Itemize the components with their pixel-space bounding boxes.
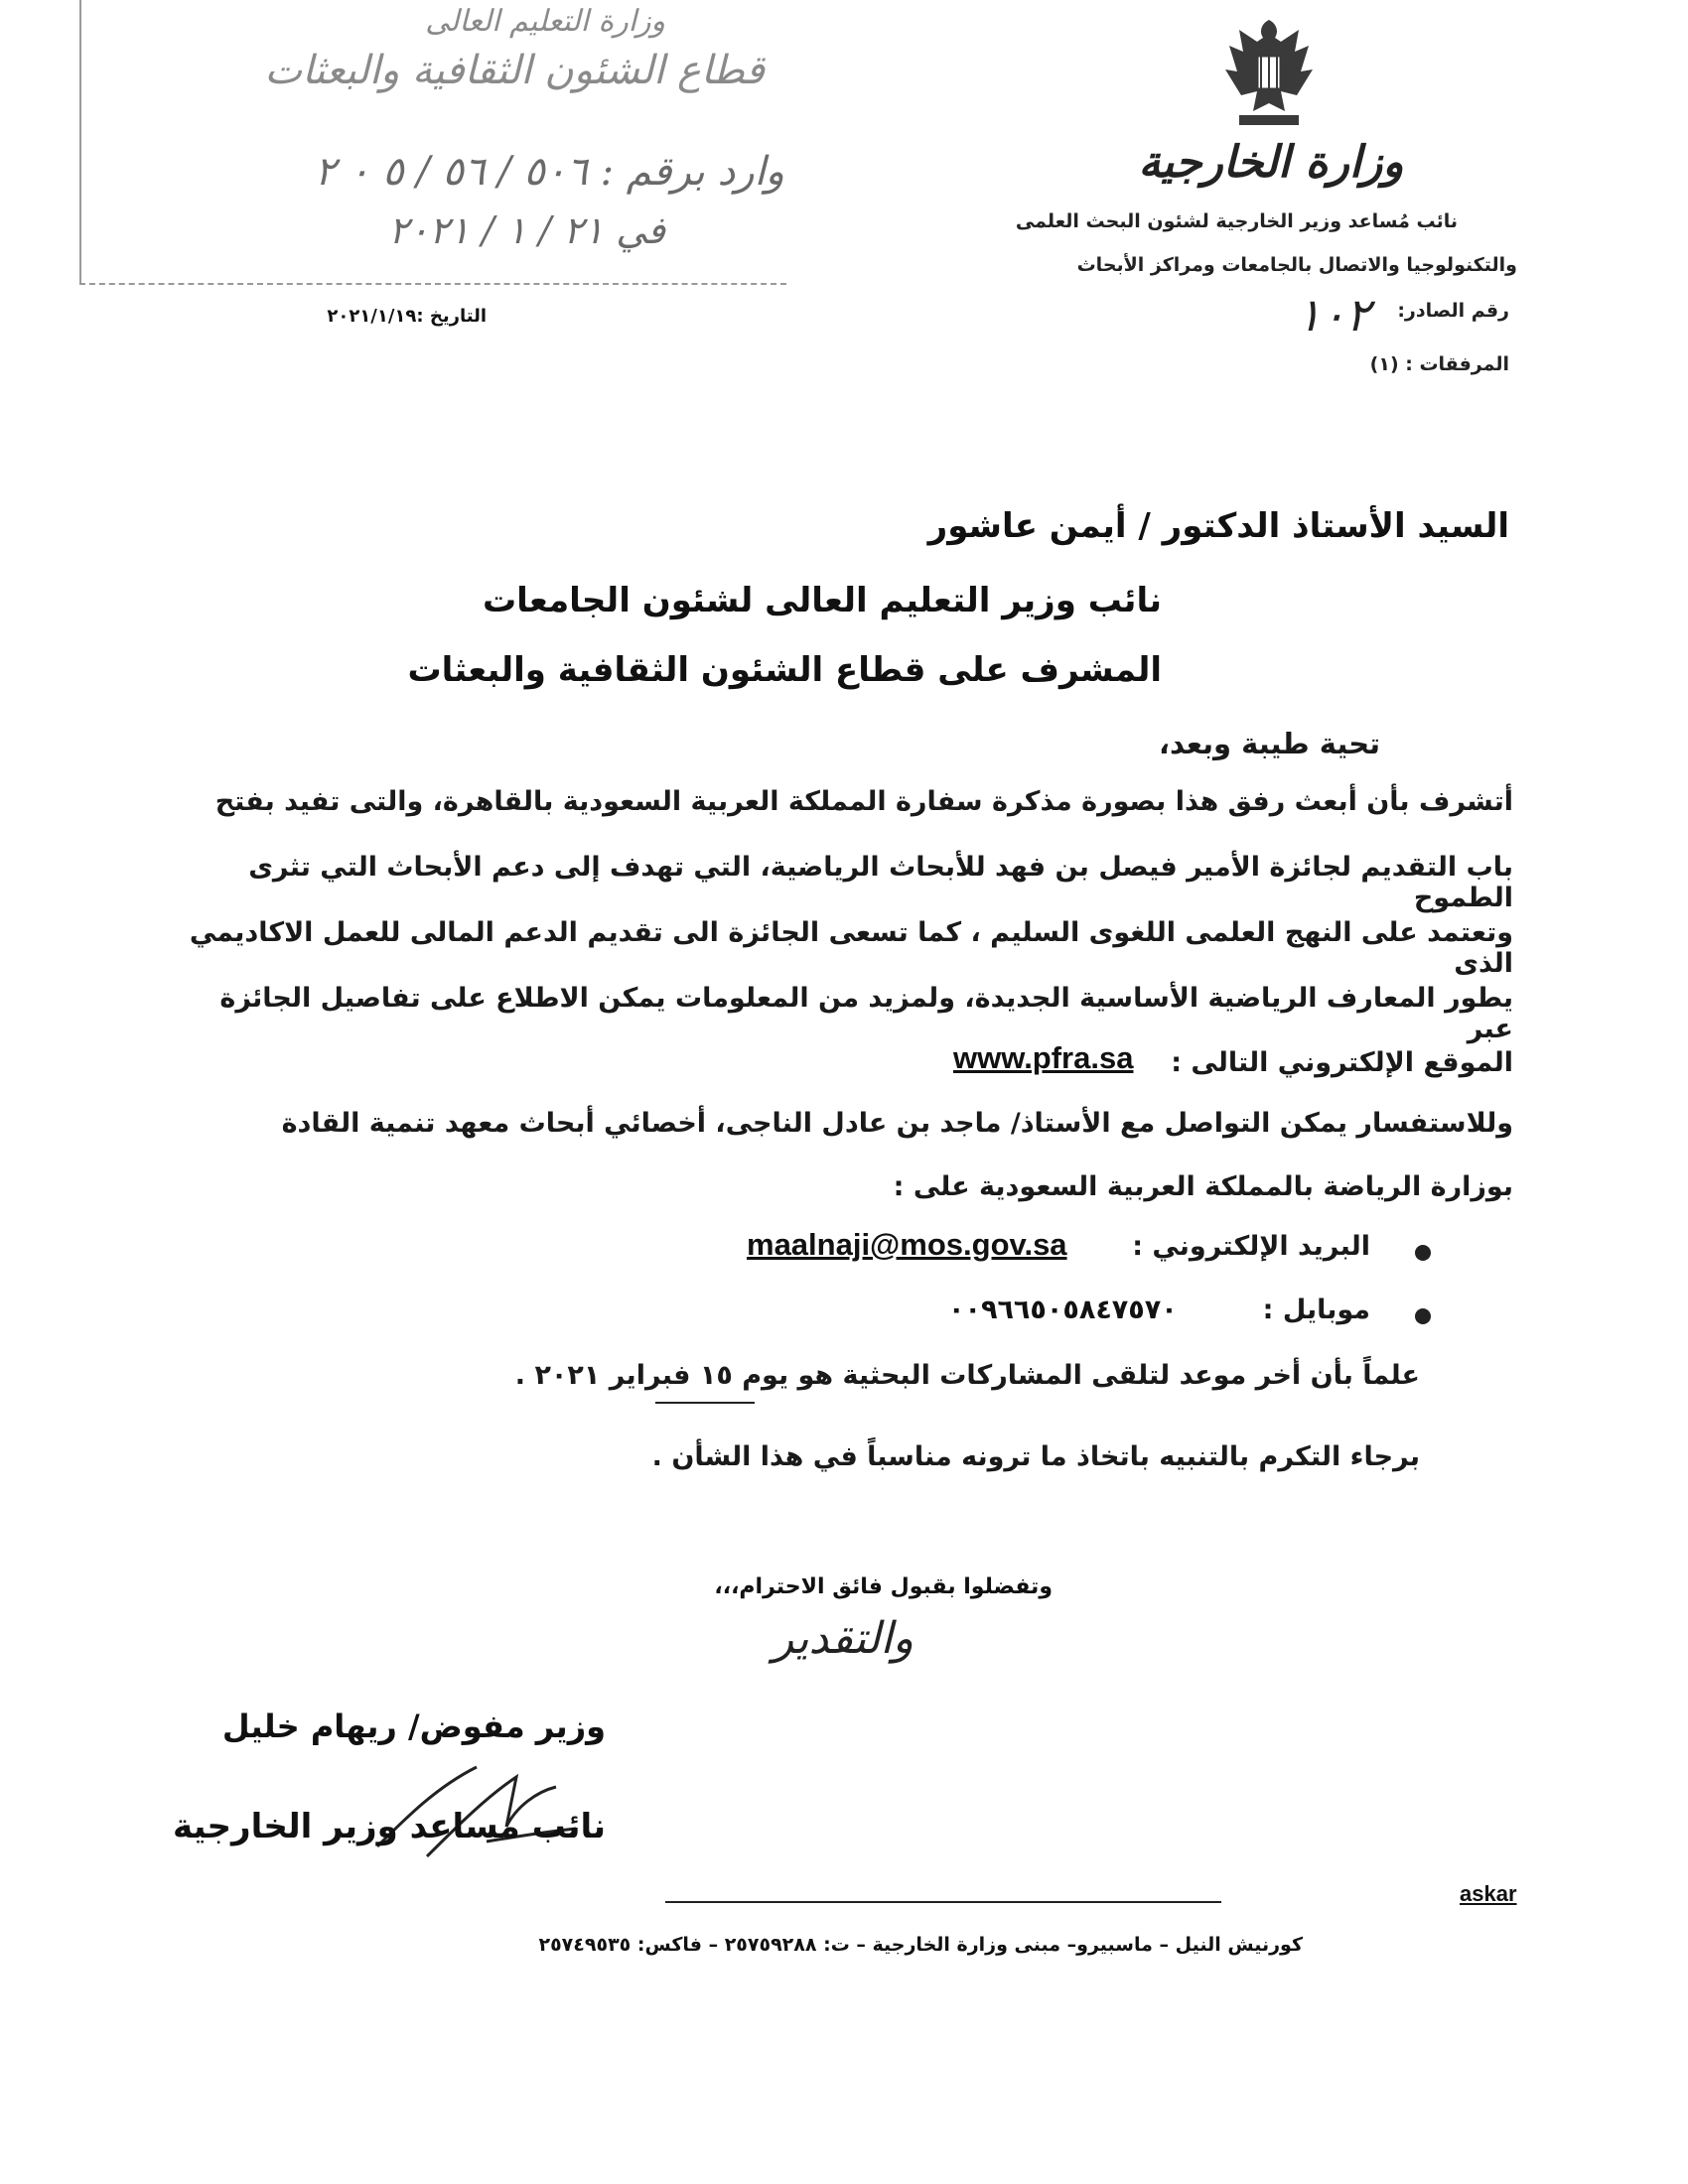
paragraph1-line2: باب التقديم لجائزة الأمير فيصل بن فهد للأبحاث الرياضية، التي تهدف إلى دعم الأبحاث التي تثرى الطموح bbox=[248, 852, 1513, 913]
closing-regards: وتفضلوا بقبول فائق الاحترام،،، bbox=[714, 1574, 1053, 1599]
addressee-name: السيد الأستاذ الدكتور / أيمن عاشور bbox=[927, 506, 1509, 546]
request-sentence: برجاء التكرم بالتنبيه باتخاذ ما ترونه مناسباً في هذا الشأن . bbox=[651, 1441, 1420, 1472]
deadline-note: علماً بأن أخر موعد لتلقى المشاركات البحثية هو يوم ١٥ فبراير ٢٠٢١ . bbox=[514, 1360, 1420, 1391]
signatory-name: وزير مفوض/ ريهام خليل bbox=[221, 1707, 606, 1745]
stamp-line2: قطاع الشئون الثقافية والبعثات bbox=[264, 48, 765, 93]
mobile-label: موبايل : bbox=[1262, 1295, 1370, 1325]
paragraph1-line3: وتعتمد على النهج العلمى اللغوى السليم ، كما تسعى الجائزة الى تقديم الدعم المالى للعمل الاكاديمي الذى bbox=[189, 917, 1513, 979]
department-line2: والتكنولوجيا والاتصال بالجامعات ومراكز الأبحاث bbox=[1076, 254, 1517, 276]
email-label: البريد الإلكتروني : bbox=[1132, 1231, 1370, 1262]
greeting: تحية طيبة وبعد، bbox=[1158, 727, 1380, 760]
paragraph2-line1: وللاستفسار يمكن التواصل مع الأستاذ/ ماجد بن عادل الناجى، أخصائي أبحاث معهد تنمية القادة bbox=[281, 1108, 1513, 1139]
deadline-underline bbox=[655, 1402, 755, 1404]
stamp-line1: وزارة التعليم العالى bbox=[425, 4, 665, 39]
ministry-title: وزارة الخارجية bbox=[1138, 137, 1404, 188]
footer-divider bbox=[665, 1901, 1221, 1903]
footer-address: كورنيش النيل – ماسبيرو– مبنى وزارة الخارجية – ت: ٢٥٧٥٩٢٨٨ – فاكس: ٢٥٧٤٩٥٣٥ bbox=[538, 1934, 1303, 1956]
closing-handwritten: والتقدير bbox=[772, 1613, 914, 1664]
addressee-sector: المشرف على قطاع الشئون الثقافية والبعثات bbox=[407, 650, 1162, 690]
paragraph2-line2: بوزارة الرياضة بالمملكة العربية السعودية على : bbox=[893, 1171, 1513, 1202]
addressee-title: نائب وزير التعليم العالى لشئون الجامعات bbox=[482, 581, 1162, 620]
department-line1: نائب مُساعد وزير الخارجية لشئون البحث العلمى bbox=[1015, 210, 1458, 232]
mobile-number: ٠٠٩٦٦٥٠٥٨٤٧٥٧٠ bbox=[948, 1295, 1178, 1325]
paragraph1-line4: يطور المعارف الرياضية الأساسية الجديدة، ولمزيد من المعلومات يمكن الاطلاع على تفاصيل الجائزة عبر bbox=[219, 983, 1513, 1044]
bullet-icon bbox=[1415, 1245, 1431, 1261]
outgoing-number-value: ١٠٢ bbox=[1296, 288, 1370, 341]
email-link[interactable]: maalnaji@mos.gov.sa bbox=[747, 1227, 1067, 1262]
attachments: المرفقات : (١) bbox=[1369, 353, 1509, 375]
signatory-title: نائب مساعد وزير الخارجية bbox=[173, 1807, 606, 1846]
outgoing-number-label: رقم الصادر: bbox=[1397, 300, 1509, 322]
paragraph1-line1: أتشرف بأن أبعث رفق هذا بصورة مذكرة سفارة المملكة العربية السعودية بالقاهرة، والتى تفيد بفتح bbox=[214, 786, 1513, 817]
footer-initials: askar bbox=[1460, 1881, 1517, 1906]
paragraph1-line5: الموقع الإلكتروني التالى : bbox=[1171, 1047, 1513, 1078]
letter-date: التاريخ :٢٠٢١/١/١٩ bbox=[327, 306, 487, 327]
bullet-icon bbox=[1415, 1308, 1431, 1324]
stamp-incoming-number: وارد برقم : ٥٠٦ / ٥٦ / ٥ ٠ ٢ bbox=[314, 149, 784, 195]
stamp-incoming-date: في ٢١ / ١ / ٢٠٢١ bbox=[388, 208, 665, 252]
website-link[interactable]: www.pfra.sa bbox=[953, 1040, 1134, 1075]
eagle-emblem-icon bbox=[1209, 12, 1329, 131]
